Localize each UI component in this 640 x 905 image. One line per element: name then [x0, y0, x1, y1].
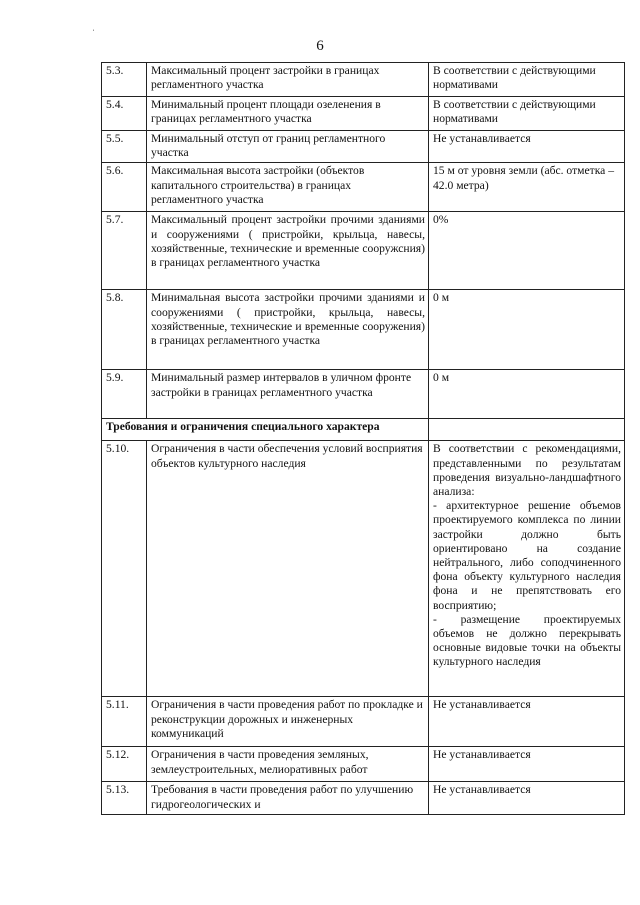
row-number: 5.10. — [102, 441, 147, 697]
regulation-table — [101, 62, 625, 815]
value-intro: В соответствии с рекомендациями, представленными по результатам проведения визуально-ландшафтного анализа: — [433, 442, 621, 499]
row-name: Минимальный отступ от границ регламентного участка — [147, 131, 429, 163]
row-number: 5.3. — [102, 63, 147, 97]
row-number: 5.11. — [102, 697, 147, 747]
section-header-row — [102, 419, 625, 441]
table-row — [102, 97, 625, 131]
row-number: 5.5. — [102, 131, 147, 163]
row-number: 5.12. — [102, 747, 147, 782]
table-row — [102, 163, 625, 212]
table-row — [102, 290, 625, 370]
table-row — [102, 212, 625, 290]
row-value: Не устанавливается — [429, 131, 625, 163]
row-name: Ограничения в части проведения работ по прокладке и реконструкции дорожных и инженерных коммуникаций — [147, 697, 429, 747]
row-name: Минимальный процент площади озеленения в границах регламентного участка — [147, 97, 429, 131]
table-row — [102, 131, 625, 163]
row-name: Ограничения в части проведения земляных, землеустроительных, мелиоративных работ — [147, 747, 429, 782]
empty-cell — [429, 419, 625, 441]
table-row — [102, 63, 625, 97]
row-number: 5.8. — [102, 290, 147, 370]
row-value: Не устанавливается — [429, 782, 625, 814]
row-value — [429, 441, 625, 697]
table-row — [102, 370, 625, 419]
page-number: 6 — [316, 38, 324, 54]
value-item: - размещение проектируемых объемов не должно перекрывать основные видовые точки на объекты культурного наследия — [433, 612, 621, 669]
row-value: Не устанавливается — [429, 697, 625, 747]
row-value: 0 м — [429, 370, 625, 419]
row-name: Минимальный размер интервалов в уличном фронте застройки в границах регламентного участка — [147, 370, 429, 419]
row-value: Не устанавливается — [429, 747, 625, 782]
row-value: В соответствии с действующими нормативами — [429, 97, 625, 131]
row-name: Максимальная высота застройки (объектов капитального строительства) в границах регламентного участка — [147, 163, 429, 212]
row-number: 5.4. — [102, 97, 147, 131]
row-name: Ограничения в части обеспечения условий восприятия объектов культурного наследия — [147, 441, 429, 697]
row-name: Максимальный процент застройки прочими зданиями и сооружениями ( пристройки, крыльца, навесы, хозяйственные, технические и временные сооружсния) в границах регламентного участка — [147, 212, 429, 290]
table-row — [102, 747, 625, 782]
row-number: 5.7. — [102, 212, 147, 290]
row-number: 5.6. — [102, 163, 147, 212]
row-number: 5.9. — [102, 370, 147, 419]
row-name: Требования в части проведения работ по улучшению гидрогеологических и — [147, 782, 429, 814]
row-name: Максимальный процент застройки в границах регламентного участка — [147, 63, 429, 97]
row-number: 5.13. — [102, 782, 147, 814]
value-item: - архитектурное решение объемов проектируемого комплекса по линии застройки должно быть ориентировано на создание нейтрального, либо соподчиненного фона объекту культурного наследия фона и не препятствовать его восприятию; — [433, 499, 621, 612]
table-row — [102, 441, 625, 697]
scan-speck: ˈ — [92, 28, 95, 38]
row-name: Минимальная высота застройки прочими зданиями и сооружениями ( пристройки, крыльца, навесы, хозяйственные, технические и временные сооружения) в границах регламентного участка — [147, 290, 429, 370]
table-row — [102, 697, 625, 747]
row-value: 0 м — [429, 290, 625, 370]
row-value: 15 м от уровня земли (абс. отметка – 42.0 метра) — [429, 163, 625, 212]
section-header: Требования и ограничения специального характера — [102, 419, 429, 441]
row-value: В соответствии с действующими нормативами — [429, 63, 625, 97]
table-row — [102, 782, 625, 814]
row-value: 0% — [429, 212, 625, 290]
